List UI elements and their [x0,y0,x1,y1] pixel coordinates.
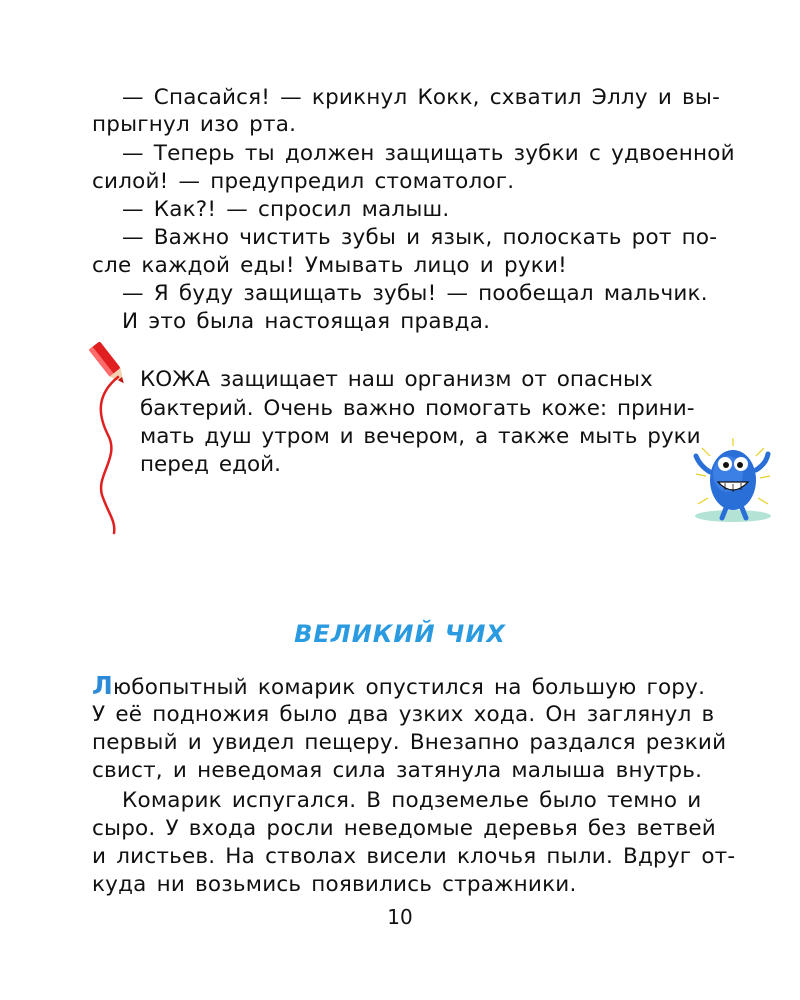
story-line: и листьев. На стволах висели клочья пыли. Вдруг от- [92,844,736,869]
dialogue-line: — Спасайся! — крикнул Кокк, схватил Эллу и вы- [122,85,721,110]
tip-line: КОЖА защищает наш организм от опасных [140,367,653,392]
story-line: У её подножия было два узких хода. Он заглянул в [92,702,715,727]
story-first-line: юбопытный комарик опустился на большую гору. [112,675,706,700]
tip-line: перед едой. [140,452,281,477]
story-line: Комарик испугался. В подземелье было темно и [122,788,702,813]
dialogue-line: сле каждой еды! Умывать лицо и руки! [92,253,567,278]
dialogue-line: прыгнул изо рта. [92,112,297,137]
page-number: 10 [387,905,413,929]
dialogue-line: — Как?! — спросил малыш. [122,197,450,222]
dialogue-line: И это была настоящая правда. [122,309,491,334]
drop-cap-letter: Л [92,671,113,700]
story-line: куда ни возьмись появились стражники. [92,872,577,897]
section-title: ВЕЛИКИЙ ЧИХ [294,620,506,648]
blue-germ-illustration [688,436,778,526]
tip-line: мать душ утром и вечером, а также мыть руки [140,424,701,449]
dialogue-line: — Теперь ты должен защищать зубки с удвоенной [122,141,735,166]
dialogue-line: — Я буду защищать зубы! — пообещал мальчик. [122,281,708,306]
story-line: сыро. У входа росли неведомые деревья без ветвей [92,816,716,841]
story-line [92,672,705,702]
dialogue-line: силой! — предупредил стоматолог. [92,169,515,194]
story-line: свист, и неведомая сила затянула малыша внутрь. [92,758,703,783]
dialogue-line: — Важно чистить зубы и язык, полоскать рот по- [122,225,718,250]
story-line: первый и увидел пещеру. Внезапно раздался резкий [92,730,727,755]
tip-line: бактерий. Очень важно помогать коже: прини- [140,396,695,421]
red-pencil-icon [88,335,148,535]
